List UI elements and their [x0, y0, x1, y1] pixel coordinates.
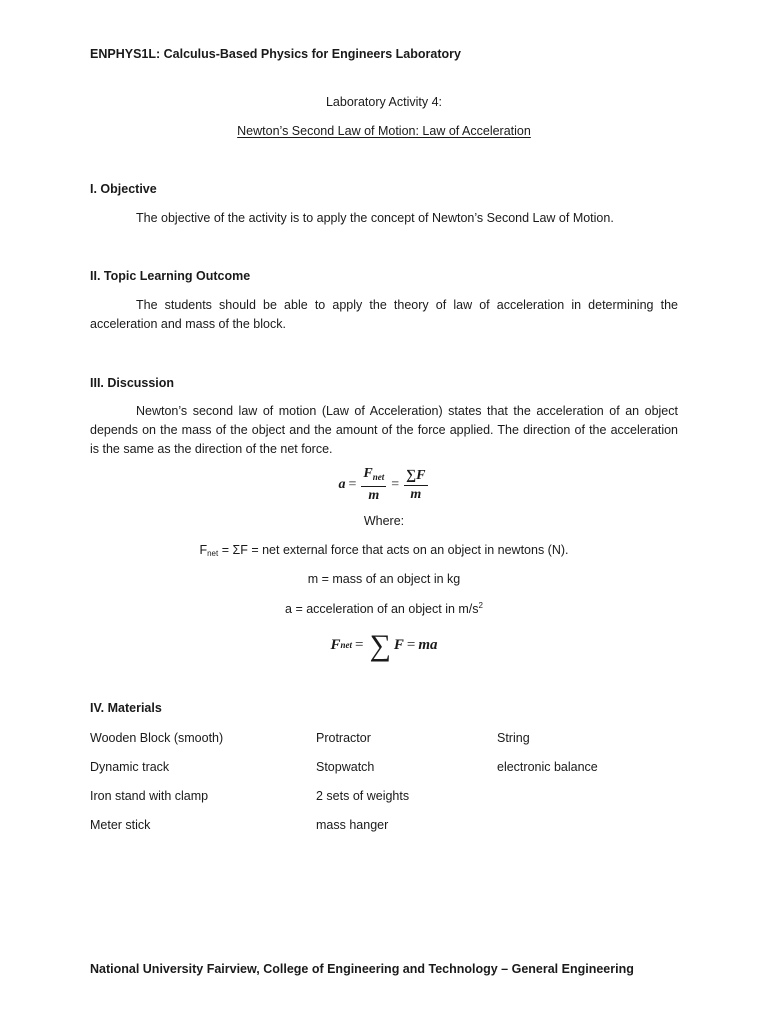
material-item: Meter stick — [90, 818, 151, 832]
definition-mass: m = mass of an object in kg — [307, 572, 461, 586]
material-item: mass hanger — [316, 818, 389, 832]
definition-fnet — [0, 543, 768, 558]
eq1-frac1-num-subscript: net — [372, 472, 385, 482]
eq1-lhs: a — [338, 477, 346, 492]
eq2-equals-1: = — [355, 636, 364, 653]
eq1-frac1-num-symbol: F — [363, 466, 373, 481]
eq1-frac1-numerator — [361, 466, 386, 487]
material-item: String — [497, 731, 530, 745]
def-fnet-description: = ΣF = net external force that acts on an object in newtons (N). — [218, 543, 569, 557]
eq2-lhs: F — [330, 636, 341, 653]
acceleration-equation — [0, 466, 768, 504]
material-item: Wooden Block (smooth) — [90, 731, 224, 745]
material-item: 2 sets of weights — [316, 789, 410, 803]
def-a-description: a = acceleration of an object in m/s — [285, 602, 479, 616]
materials-heading: IV. Materials — [90, 701, 162, 715]
eq2-equals-2: = — [406, 636, 416, 653]
material-item: Dynamic track — [90, 760, 170, 774]
eq1-equals-1: = — [348, 477, 357, 492]
eq1-frac2-denominator: m — [410, 486, 422, 502]
eq1-frac1-denominator: m — [368, 488, 380, 503]
eq1-fraction-fnet — [361, 466, 386, 504]
def-fnet-subscript: net — [207, 549, 219, 558]
activity-title: Laboratory Activity 4: — [325, 95, 443, 109]
material-item: Stopwatch — [316, 760, 375, 774]
eq2-rhs: ma — [418, 636, 438, 653]
discussion-text: Newton’s second law of motion (Law of Acceleration) states that the acceleration of an object depends on the mass of the object and the amount of the force applied. The direction of the acceleration is the same as the direction of the net force. — [90, 404, 678, 456]
where-label: Where: — [363, 514, 405, 528]
activity-subtitle-text: Newton’s Second Law of Motion: Law of Acceleration — [237, 124, 531, 138]
summation-symbol: ∑ — [369, 629, 391, 662]
eq2-lhs-subscript: net — [340, 640, 352, 650]
definition-acceleration — [0, 601, 768, 616]
outcome-heading: II. Topic Learning Outcome — [90, 269, 251, 283]
institution-footer: National University Fairview, College of Engineering and Technology – General Engineering — [90, 962, 634, 976]
objective-heading: I. Objective — [90, 182, 157, 196]
material-item: electronic balance — [497, 760, 598, 774]
eq1-equals-2: = — [391, 477, 400, 492]
discussion-heading: III. Discussion — [90, 376, 175, 390]
eq2-force: F — [393, 636, 404, 653]
eq1-frac2-numerator: ∑F — [404, 468, 427, 486]
material-item: Iron stand with clamp — [90, 789, 209, 803]
course-header: ENPHYS1L: Calculus-Based Physics for Engineers Laboratory — [90, 47, 461, 61]
objective-text: The objective of the activity is to apply the concept of Newton’s Second Law of Motion. — [136, 211, 614, 225]
material-item: Protractor — [316, 731, 371, 745]
eq1-fraction-sumf — [404, 468, 427, 503]
net-force-equation — [0, 630, 768, 660]
def-a-superscript: 2 — [478, 601, 483, 610]
activity-subtitle — [0, 124, 768, 138]
outcome-text: The students should be able to apply the theory of law of acceleration in determining the acceleration and mass of the block. — [90, 298, 678, 331]
def-fnet-symbol: F — [199, 543, 208, 557]
